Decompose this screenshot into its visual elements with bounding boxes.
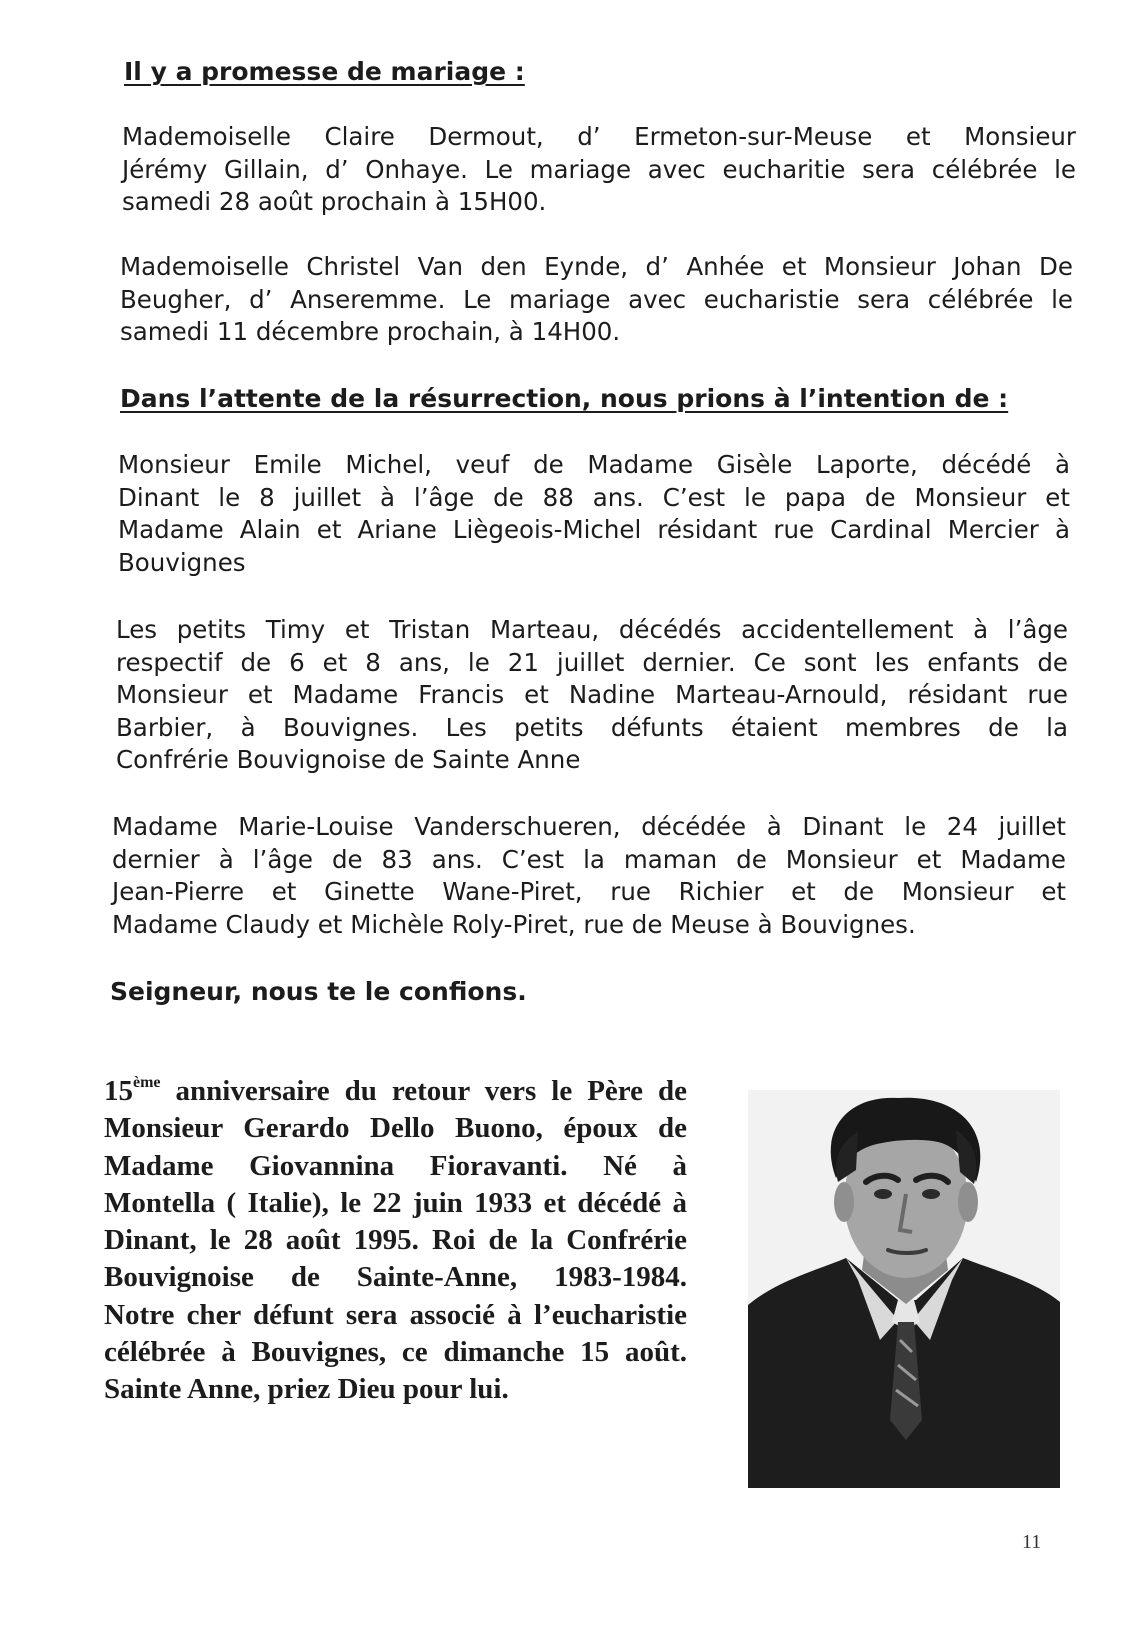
text-line: Monsieur Emile Michel, veuf de Madame Gisèle Laporte, décédé à: [118, 450, 1070, 479]
page-number: 11: [1022, 1531, 1042, 1553]
anniversary-notice: [104, 1073, 687, 1409]
anniversary-first-line: [104, 1073, 687, 1110]
text-line: Sainte Anne, priez Dieu pour lui.: [104, 1373, 509, 1406]
text-line: Notre cher défunt sera associé à l’eucharistie: [104, 1298, 687, 1331]
announcement-christel-johan: [120, 251, 1073, 349]
announcement-claire-jeremy: [122, 121, 1076, 219]
text-line: Madame Marie-Louise Vanderschueren, décédée à Dinant le 24 juillet: [112, 812, 1066, 841]
text-line: Madame Alain et Ariane Liègeois-Michel résidant rue Cardinal Mercier à: [118, 515, 1070, 544]
text-line: Dinant, le 28 août 1995. Roi de la Confrérie: [104, 1224, 687, 1257]
text-line: Madame Claudy et Michèle Roly-Piret, rue de Meuse à Bouvignes.: [112, 909, 916, 939]
ordinal-number: 15: [104, 1075, 133, 1107]
obituary-marie-louise-vanderschueren: [112, 811, 1066, 941]
closing-prayer: Seigneur, nous te le confions.: [110, 977, 527, 1006]
obituary-timy-tristan-marteau: [116, 614, 1068, 777]
text-line: Dinant le 8 juillet à l’âge de 88 ans. C’est le papa de Monsieur et: [118, 482, 1070, 512]
text-line: Confrérie Bouvignoise de Sainte Anne: [116, 745, 581, 774]
resurrection-heading: Dans l’attente de la résurrection, nous prions à l’intention de :: [120, 384, 1009, 413]
text-line: respectif de 6 et 8 ans, le 21 juillet dernier. Ce sont les enfants de: [116, 647, 1068, 677]
text-line: Madame Giovannina Fioravanti. Né à: [104, 1149, 687, 1182]
text-line: Jérémy Gillain, d’ Onhaye. Le mariage avec eucharitie sera célébrée le: [122, 154, 1076, 184]
text-line: Jean-Pierre et Ginette Wane-Piret, rue Richier et de Monsieur et: [112, 877, 1066, 906]
text-line: Beugher, d’ Anseremme. Le mariage avec eucharistie sera célébrée le: [120, 284, 1073, 314]
ordinal-suffix: ème: [133, 1074, 161, 1091]
text-line: Barbier, à Bouvignes. Les petits défunts étaient membres de la: [116, 712, 1068, 742]
text-line: samedi 11 décembre prochain, à 14H00.: [120, 317, 621, 346]
portrait-illustration: [748, 1090, 1060, 1488]
text-line: Bouvignoise de Sainte-Anne, 1983-1984.: [104, 1261, 687, 1294]
promise-heading: Il y a promesse de mariage :: [124, 57, 525, 86]
text-line: célébrée à Bouvignes, ce dimanche 15 août.: [104, 1336, 687, 1369]
text-line: Monsieur et Madame Francis et Nadine Marteau-Arnould, résidant rue: [116, 680, 1068, 709]
text-line: dernier à l’âge de 83 ans. C’est la maman de Monsieur et Madame: [112, 844, 1066, 874]
text-line: Bouvignes: [118, 547, 246, 577]
text-line: samedi 28 août prochain à 15H00.: [122, 187, 547, 216]
text-line: Montella ( Italie), le 22 juin 1933 et décédé à: [104, 1186, 687, 1219]
obituary-emile-michel: [118, 449, 1070, 579]
text-line: Mademoiselle Christel Van den Eynde, d’ Anhée et Monsieur Johan De: [120, 252, 1073, 281]
text-line: Mademoiselle Claire Dermout, d’ Ermeton-sur-Meuse et Monsieur: [122, 122, 1076, 151]
first-line-rest: anniversaire du retour vers le Père de: [160, 1075, 687, 1107]
portrait-photo: [748, 1090, 1060, 1488]
text-line: Monsieur Gerardo Dello Buono, époux de: [104, 1112, 687, 1145]
text-line: Les petits Timy et Tristan Marteau, décédés accidentellement à l’âge: [116, 615, 1068, 644]
